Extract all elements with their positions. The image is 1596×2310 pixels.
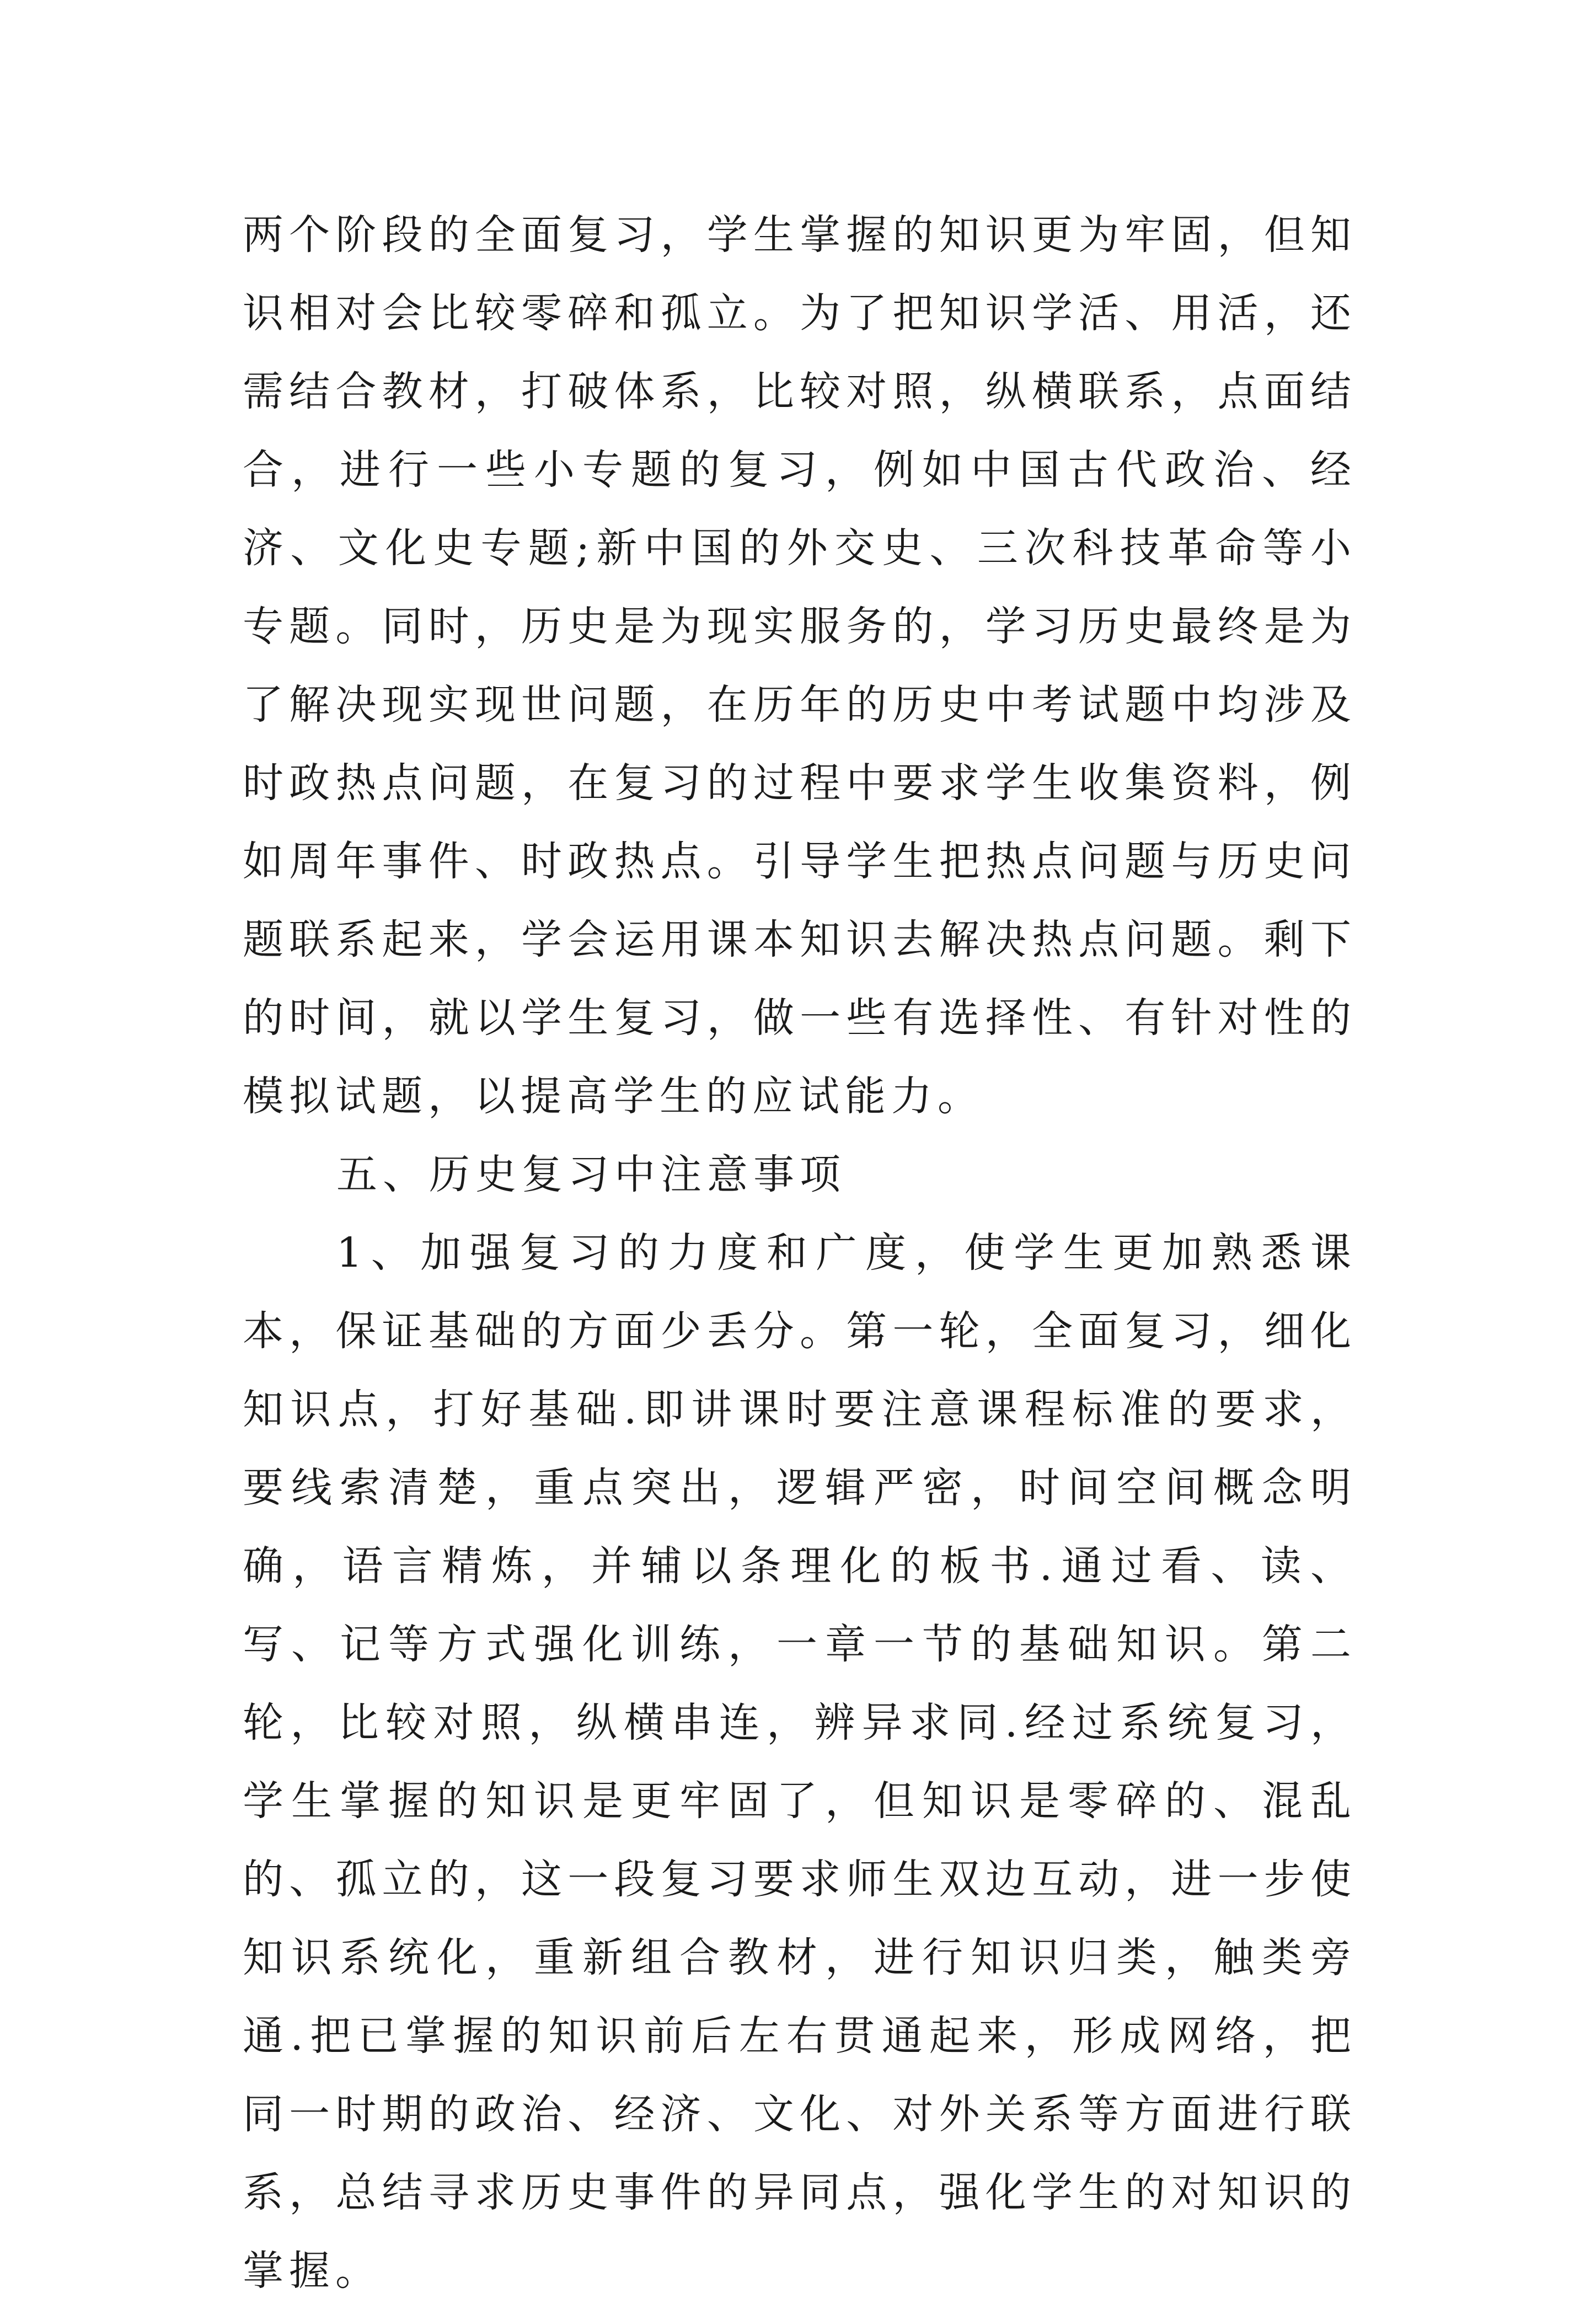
paragraph-item-1: 1、加强复习的力度和广度，使学生更加熟悉课本，保证基础的方面少丢分。第一轮，全面复习，细化知识点，打好基础.即讲课时要注意课程标准的要求，要线索清楚，重点突出，逻辑严密，时间空间概念明确，语言精炼，并辅以条理化的板书.通过看、读、写、记等方式强化训练，一章一节的基础知识。第二轮，比较对照，纵横串连，辨异求同.经过系统复习，学生掌握的知识是更牢固了，但知识是零碎的、混乱的、孤立的，这一段复习要求师生双边互动，进一步使知识系统化，重新组合教材，进行知识归类，触类旁通.把已掌握的知识前后左右贯通起来，形成网络，把同一时期的政治、经济、文化、对外关系等方面进行联系，总结寻求历史事件的异同点，强化学生的对知识的掌握。 [243, 1229, 1357, 2295]
section-heading-review-notes: 五、历史复习中注意事项 [336, 1151, 846, 1198]
paragraph-review-stages: 两个阶段的全面复习，学生掌握的知识更为牢固，但知识相对会比较零碎和孤立。为了把知识学活、用活，还需结合教材，打破体系，比较对照，纵横联系，点面结合，进行一些小专题的复习，例如中国古代政治、经济、文化史专题;新中国的外交史、三次科技革命等小专题。同时，历史是为现实服务的，学习历史最终是为了解决现实现世问题，在历年的历史中考试题中均涉及时政热点问题，在复习的过程中要求学生收集资料，例如周年事件、时政热点。引导学生把热点问题与历史问题联系起来，学会运用课本知识去解决热点问题。剩下的时间，就以学生复习，做一些有选择性、有针对性的模拟试题，以提高学生的应试能力。 [243, 211, 1357, 1120]
body-text [243, 196, 1357, 2310]
